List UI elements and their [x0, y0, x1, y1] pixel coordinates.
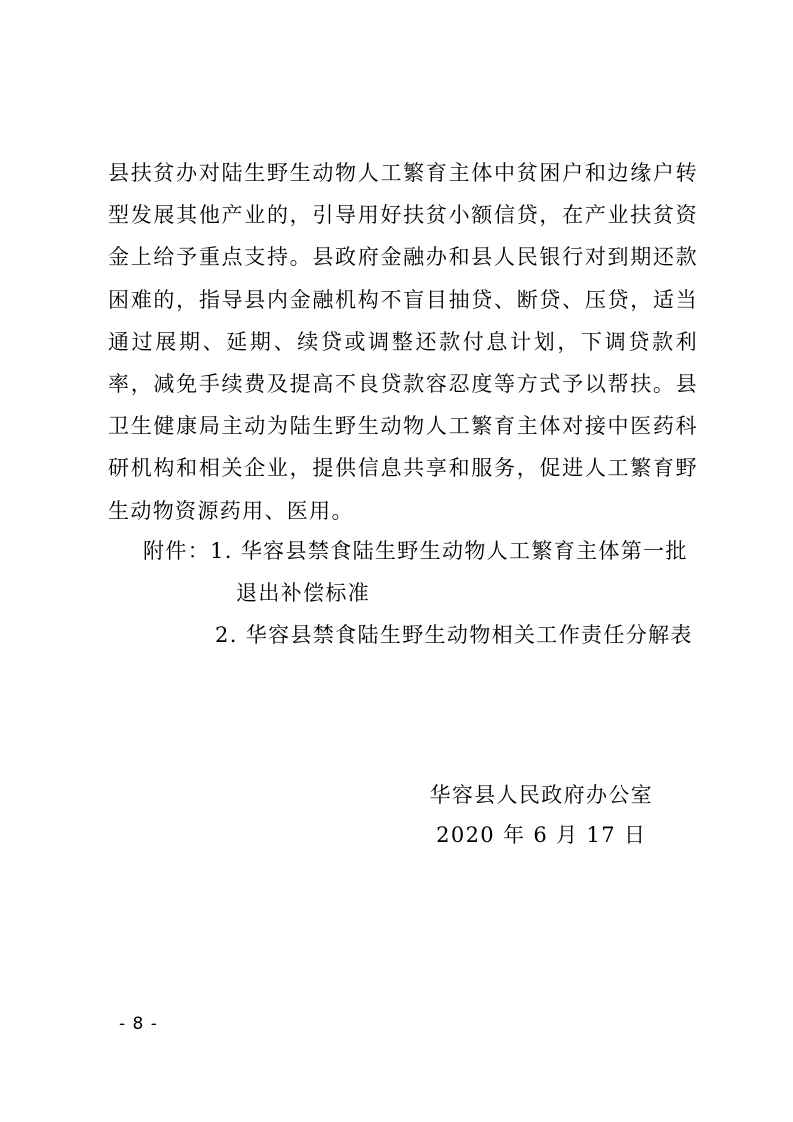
attachment-item-1-line-2: 退出补偿标准 [236, 581, 371, 606]
issuer-name: 华容县人民政府办公室 [429, 783, 653, 807]
attachments-block [143, 530, 703, 657]
attachments-label: 附件： [143, 539, 211, 563]
body-paragraph: 县扶贫办对陆生野生动物人工繁育主体中贫困户和边缘户转型发展其他产业的，引导用好扶贫小额信贷，在产业扶贫资金上给予重点支持。县政府金融办和县人民银行对到期还款困难的，指导县内金融机构不盲目抽贷、断贷、压贷，适当通过展期、延期、续贷或调整还款付息计划，下调贷款利率，减免手续费及提高不良贷款容忍度等方式予以帮扶。县卫生健康局主动为陆生野生动物人工繁育主体对接中医药科研机构和相关企业，提供信息共享和服务，促进人工繁育野生动物资源药用、医用。 [108, 161, 698, 523]
page-number: - 8 - [119, 1014, 158, 1034]
attachment-item-1-line-1 [143, 530, 703, 572]
attachment-item-2: 2. 华容县禁食陆生野生动物相关工作责任分解表 [215, 623, 693, 648]
attachment-item-1-text: 1. 华容县禁食陆生野生动物人工繁育主体第一批 [210, 539, 688, 563]
issue-date: 2020 年 6 月 17 日 [436, 823, 647, 847]
signature-block [430, 775, 654, 855]
